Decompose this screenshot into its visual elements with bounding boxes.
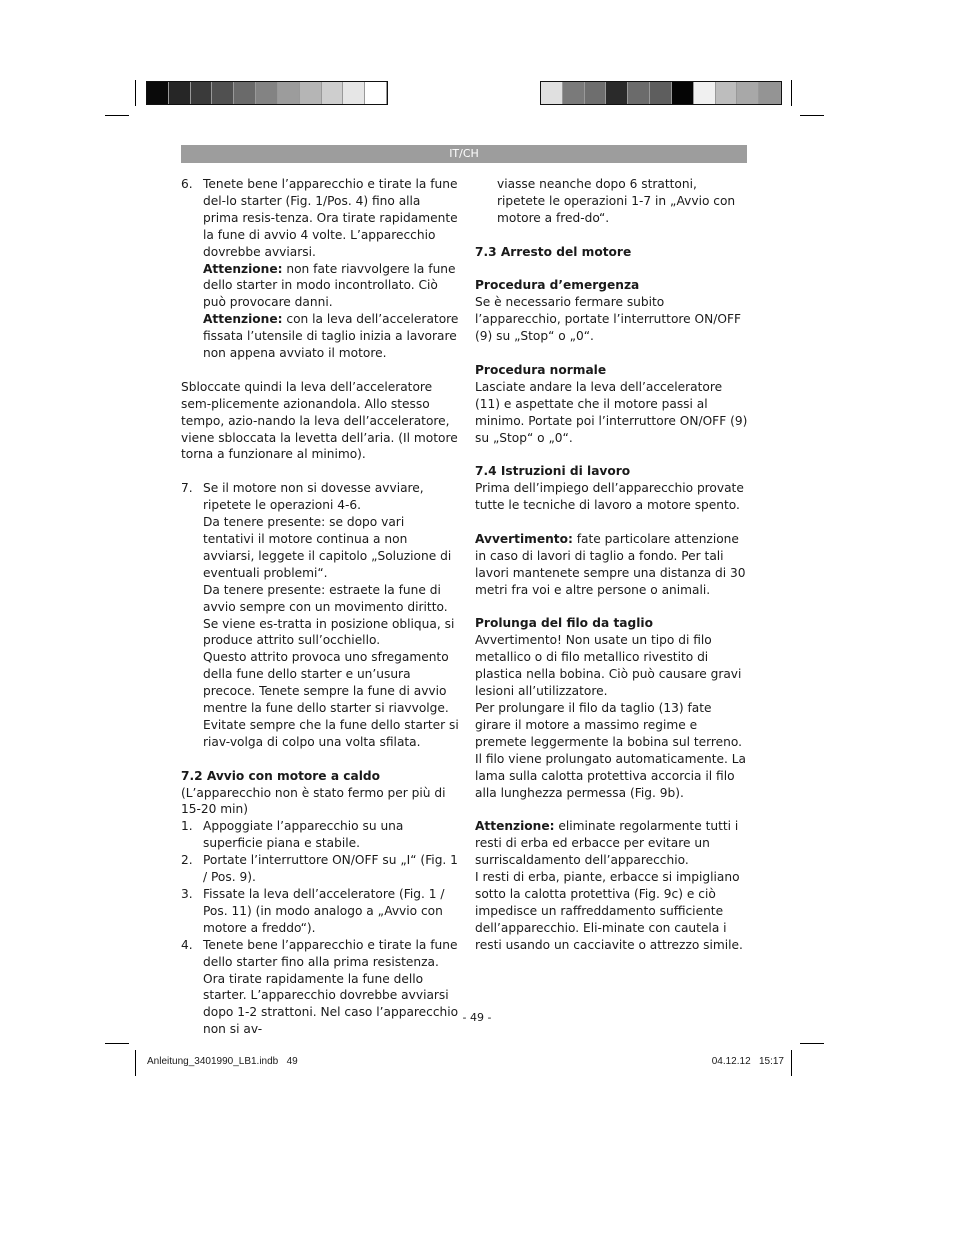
- crop-mark: [135, 80, 136, 106]
- subheading: Prolunga del filo da taglio: [475, 616, 653, 631]
- left-column: [181, 176, 459, 1038]
- color-swatch: [694, 82, 716, 104]
- footer-timestamp: 04.12.12 15:17: [711, 1056, 784, 1067]
- color-swatch: [322, 82, 344, 104]
- step-number: 7.: [181, 481, 193, 496]
- list-item-continued: viasse neanche dopo 6 strattoni, ripetete le operazioni 1-7 in „Avvio con motore a fred-do“.: [497, 177, 736, 225]
- list-item: 1. Appoggiate l’apparecchio su una superficie piana e stabile.: [181, 819, 404, 851]
- subheading: Procedura d’emergenza: [475, 278, 640, 293]
- paragraph: Se è necessario fermare subito l’apparecchio, portate l’interruttore ON/OFF (9) su „Stop“ o „0“.: [475, 295, 741, 344]
- list-item: [181, 176, 459, 362]
- warning-label: Attenzione:: [203, 261, 283, 276]
- warning-label: Avvertimento:: [475, 531, 573, 546]
- warning-label: Attenzione:: [203, 312, 283, 327]
- right-column: [475, 176, 748, 954]
- color-calibration-strip-right: [540, 81, 782, 105]
- color-swatch: [541, 82, 563, 104]
- color-swatch: [212, 82, 234, 104]
- color-swatch: [628, 82, 650, 104]
- color-swatch: [563, 82, 585, 104]
- crop-mark: [791, 80, 792, 106]
- warning-note: Attenzione: eliminate regolarmente tutti i resti di erba ed erbacce per evitare un surriscaldamento dell’apparecchio.: [475, 819, 739, 868]
- section-heading: 7.3 Arresto del motore: [475, 244, 632, 259]
- color-swatch: [300, 82, 322, 104]
- paragraph: Lasciate andare la leva dell’acceleratore (11) e aspettate che il motore passi al minimo. Portate poi l’interruttore ON/OFF (9) su „Stop“ o „0“.: [475, 379, 748, 445]
- footer-filename: Anleitung_3401990_LB1.indb 49: [147, 1056, 298, 1067]
- color-swatch: [759, 82, 781, 104]
- color-swatch: [585, 82, 607, 104]
- color-swatch: [256, 82, 278, 104]
- language-header: IT/CH: [181, 145, 747, 163]
- list-item: 2. Portate l’interruttore ON/OFF su „I“ (Fig. 1 / Pos. 9).: [181, 853, 458, 885]
- step-text: Questo attrito provoca uno sfregamento della fune dello starter e un’usura precoce. Tenete sempre la fune di avvio mentre la fune dello starter si riavvolge.: [203, 650, 449, 716]
- step-text: Tenete bene l’apparecchio e tirate la fune del-lo starter (Fig. 1/Pos. 4) fino alla prima resis-tenza. Ora tirate rapidamente la fune di avvio 4 volte. L’apparecchio dovrebbe avviarsi.: [203, 177, 458, 259]
- list-item: [181, 480, 459, 751]
- crop-mark: [800, 115, 824, 116]
- warning-label: Attenzione:: [475, 819, 555, 834]
- color-swatch: [737, 82, 759, 104]
- color-swatch: [234, 82, 256, 104]
- warning-note: Attenzione: non fate riavvolgere la fune dello starter in modo incontrollato. Ciò può provocare danni.: [203, 261, 456, 310]
- color-calibration-strip-left: [146, 81, 388, 105]
- color-swatch: [169, 82, 191, 104]
- color-swatch: [650, 82, 672, 104]
- paragraph: Per prolungare il filo da taglio (13) fate girare il motore a massimo regime e premete leggermente la bobina sul terreno. Il filo viene prolungato automaticamente. La lama sulla calotta protettiva accorcia il filo alla lunghezza permessa (Fig. 9b).: [475, 701, 747, 800]
- step-text: Se il motore non si dovesse avviare, ripetete le operazioni 4-6.: [203, 481, 424, 513]
- color-swatch: [278, 82, 300, 104]
- color-swatch: [147, 82, 169, 104]
- paragraph: Avvertimento! Non usate un tipo di filo metallico o di filo metallico rivestito di plastica nella bobina. Ciò può causare gravi lesioni all’utilizzatore.: [475, 633, 742, 699]
- paragraph: (L’apparecchio non è stato fermo per più di 15-20 min): [181, 785, 446, 817]
- step-text: Da tenere presente: se dopo vari tentativi il motore continua a non avviarsi, leggete il capitolo „Soluzione di eventuali problemi“.: [203, 515, 452, 580]
- paragraph: I resti di erba, piante, erbacce si impigliano sotto la calotta protettiva (Fig. 9c) e ciò impedisce un raffreddamento sufficiente dell’apparecchio. Eli-minate con cautela i resti usando un cacciavite o attrezzo simile.: [475, 870, 743, 952]
- crop-mark: [105, 1043, 129, 1044]
- step-text: Da tenere presente: estraete la fune di avvio sempre con un movimento diritto. Se viene es-tratta in posizione obliqua, si produce attrito sull’occhiello.: [203, 582, 455, 648]
- crop-mark: [800, 1043, 824, 1044]
- paragraph: Prima dell’impiego dell’apparecchio provate tutte le tecniche di lavoro a motore spento.: [475, 481, 744, 513]
- color-swatch: [343, 82, 365, 104]
- warning-note: Avvertimento: fate particolare attenzione in caso di lavori di taglio a fondo. Per tali lavori mantenete sempre una distanza di 30 metri fra voi e altre persone o animali.: [475, 531, 746, 597]
- step-number: 6.: [181, 177, 193, 191]
- color-swatch: [606, 82, 628, 104]
- list-item: 3. Fissate la leva dell’acceleratore (Fig. 1 / Pos. 11) (in modo analogo a „Avvio con motore a freddo“).: [181, 887, 445, 935]
- crop-mark: [135, 1050, 136, 1076]
- step-text: Evitate sempre che la fune dello starter si riav-volga di colpo una volta sfilata.: [203, 717, 459, 749]
- page-number: - 49 -: [462, 1011, 492, 1024]
- crop-mark: [791, 1050, 792, 1076]
- crop-mark: [105, 115, 129, 116]
- section-heading: 7.4 Istruzioni di lavoro: [475, 464, 631, 479]
- list-item: 4. Tenete bene l’apparecchio e tirate la fune dello starter fino alla prima resistenza. Ora tirate rapidamente la fune dello starter. L’apparecchio dovrebbe avviarsi dopo 1-2 strattoni. Nel caso l’apparecchio non si av-: [181, 937, 459, 1037]
- subheading: Procedura normale: [475, 362, 607, 377]
- color-swatch: [191, 82, 213, 104]
- color-swatch: [716, 82, 738, 104]
- paragraph: Sbloccate quindi la leva dell’acceleratore sem-plicemente azionandola. Allo stesso tempo, azio-nando la leva dell’acceleratore, viene sbloccata la levetta dell’aria. (Il motore torna a funzionare al minimo).: [181, 379, 458, 462]
- warning-note: Attenzione: con la leva dell’acceleratore fissata l’utensile di taglio inizia a lavorare non appena avviato il motore.: [203, 312, 459, 361]
- section-heading: 7.2 Avvio con motore a caldo: [181, 768, 381, 783]
- color-swatch: [365, 82, 387, 104]
- color-swatch: [672, 82, 694, 104]
